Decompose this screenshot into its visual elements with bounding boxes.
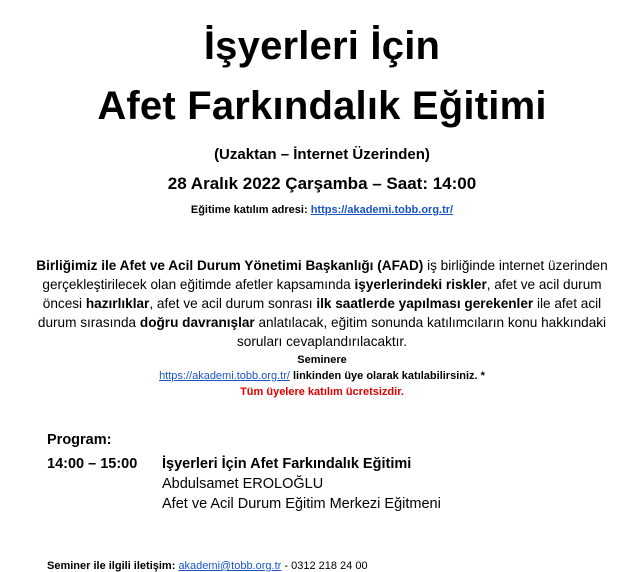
description-paragraph (28, 256, 616, 351)
description-text-4: ile afet acil durum sırasında (37, 296, 602, 330)
seminar-link[interactable]: https://akademi.tobb.org.tr/ (159, 370, 290, 382)
title-line-1: İşyerleri İçin (203, 24, 441, 68)
program-label: Program: (47, 432, 112, 448)
seminar-link-suffix: linkinden üye olarak katılabilirsiniz. * (289, 370, 485, 382)
free-participation-note: Tüm üyelere katılım ücretsizdir. (240, 386, 404, 398)
description-text-2: , afet ve acil durum öncesi (42, 277, 602, 311)
program-speaker: Abdulsamet EROLOĞLU (162, 476, 324, 492)
seminar-label: Seminere (297, 354, 347, 366)
event-date-time: 28 Aralık 2022 Çarşamba – Saat: 14:00 (167, 174, 477, 193)
description-bold-5: doğru davranışlar (139, 315, 255, 330)
contact-line (47, 560, 368, 572)
description-bold-4: ilk saatlerde yapılması gerekenler (316, 296, 534, 311)
program-session-title: İşyerleri İçin Afet Farkındalık Eğitimi (162, 456, 412, 472)
contact-label: Seminer ile ilgili iletişim: (47, 560, 179, 572)
description-bold-1: Birliğimiz ile Afet ve Acil Durum Yönetimi Başkanlığı (AFAD) (36, 258, 424, 273)
program-time: 14:00 – 15:00 (47, 456, 138, 472)
event-address-link[interactable]: https://akademi.tobb.org.tr/ (310, 204, 454, 216)
program-speaker-role: Afet ve Acil Durum Eğitim Merkezi Eğitmeni (162, 496, 441, 512)
description-text-3: , afet ve acil durum sonrası (149, 296, 317, 311)
seminar-join-line (0, 370, 644, 382)
description-text-5: anlatılacak, eğitim sonunda katılımcıların konu hakkındaki soruları cevaplandırılacaktır. (236, 315, 607, 349)
event-address-label: Eğitime katılım adresi: (190, 204, 311, 216)
description-text-1: iş birliğinde internet üzerinden gerçekleştirilecek olan eğitimde afetler kapsamında (42, 258, 608, 292)
title-line-2: Afet Farkındalık Eğitimi (97, 84, 547, 128)
contact-phone: - 0312 218 24 00 (281, 560, 368, 572)
event-mode: (Uzaktan – İnternet Üzerinden) (214, 146, 430, 163)
description-bold-2: işyerlerindeki riskler (354, 277, 487, 292)
event-address (0, 204, 644, 216)
description-bold-3: hazırlıklar (85, 296, 150, 311)
contact-email-link[interactable]: akademi@tobb.org.tr (178, 560, 282, 572)
